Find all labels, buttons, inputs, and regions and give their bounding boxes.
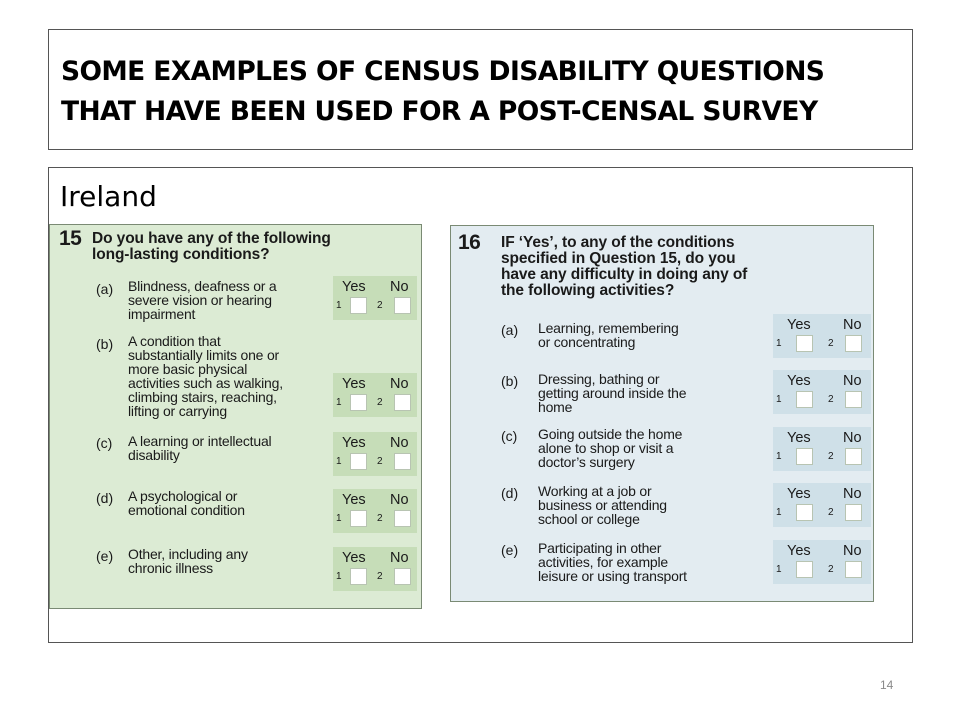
q16-item-e-letter: (e) [501,542,519,558]
q16-d-no-checkbox[interactable] [845,504,862,521]
no-label: No [390,550,409,566]
q15-item-c-answer: Yes No 1 2 [333,432,417,476]
no-label: No [390,492,409,508]
q15-item-e-letter: (e) [96,548,114,564]
question-16-form [450,225,874,602]
q15-a-yes-checkbox[interactable] [350,297,367,314]
q15-item-e-text: Other, including any chronic illness [128,546,248,576]
no-label: No [843,430,862,446]
q16-c-yes-checkbox[interactable] [796,448,813,465]
q16-item-e-text: Participating in other activities, for example leisure or using transport [538,540,687,584]
q16-a-yes-checkbox[interactable] [796,335,813,352]
q15-d-yes-checkbox[interactable] [350,510,367,527]
q16-item-a-answer: Yes No 1 2 [773,314,871,358]
q15-item-d-text: A psychological or emotional condition [128,488,245,518]
no-label: No [843,317,862,333]
q15-item-a-letter: (a) [96,281,114,297]
q15-b-no-checkbox[interactable] [394,394,411,411]
q16-item-c-answer: Yes No 1 2 [773,427,871,471]
yes-label: Yes [342,492,366,508]
yes-label: Yes [342,435,366,451]
q15-item-d-answer: Yes No 1 2 [333,489,417,533]
q16-c-no-checkbox[interactable] [845,448,862,465]
q16-item-d-answer: Yes No 1 2 [773,483,871,527]
q16-b-yes-checkbox[interactable] [796,391,813,408]
no-label: No [390,376,409,392]
question-15-number: 15 [59,227,82,250]
q15-d-no-checkbox[interactable] [394,510,411,527]
q15-item-c-text: A learning or intellectual disability [128,433,272,463]
no-label: No [843,543,862,559]
q15-b-yes-checkbox[interactable] [350,394,367,411]
q16-item-d-letter: (d) [501,485,519,501]
q15-e-yes-checkbox[interactable] [350,568,367,585]
question-15-form [49,224,422,609]
question-15-text: Do you have any of the following long-lasting conditions? [92,230,331,263]
q16-item-b-answer: Yes No 1 2 [773,370,871,414]
question-16-number: 16 [458,231,481,254]
q16-e-yes-checkbox[interactable] [796,561,813,578]
q16-item-c-letter: (c) [501,428,518,444]
q16-item-b-text: Dressing, bathing or getting around inside the home [538,371,687,415]
q15-c-no-checkbox[interactable] [394,453,411,470]
q16-d-yes-checkbox[interactable] [796,504,813,521]
yes-label: Yes [787,373,811,389]
yes-label: Yes [342,376,366,392]
q16-e-no-checkbox[interactable] [845,561,862,578]
slide-title-line-1: SOME EXAMPLES OF CENSUS DISABILITY QUESTIONS [61,56,825,87]
yes-label: Yes [342,279,366,295]
yes-label: Yes [342,550,366,566]
q15-item-e-answer: Yes No 1 2 [333,547,417,591]
q16-a-no-checkbox[interactable] [845,335,862,352]
title-box [48,29,913,150]
no-label: No [390,279,409,295]
q15-item-a-text: Blindness, deafness or a severe vision or hearing impairment [128,278,277,322]
q16-item-d-text: Working at a job or business or attending school or college [538,483,667,527]
yes-label: Yes [787,317,811,333]
q15-item-b-answer: Yes No 1 2 [333,373,417,417]
no-label: No [390,435,409,451]
q15-item-b-letter: (b) [96,336,114,352]
country-label: Ireland [60,180,157,213]
q15-item-b-text: A condition that substantially limits one or more basic physical activities such as walking, climbing stairs, reaching, lifting or carrying [128,333,283,419]
q16-b-no-checkbox[interactable] [845,391,862,408]
q15-item-a-answer: Yes No 1 2 [333,276,417,320]
q16-item-a-text: Learning, remembering or concentrating [538,320,679,350]
content-box [48,167,913,643]
no-label: No [843,486,862,502]
q16-item-e-answer: Yes No 1 2 [773,540,871,584]
q15-a-no-checkbox[interactable] [394,297,411,314]
q16-item-c-text: Going outside the home alone to shop or visit a doctor’s surgery [538,426,683,470]
yes-label: Yes [787,543,811,559]
q15-item-d-letter: (d) [96,490,114,506]
slide-title-line-2: THAT HAVE BEEN USED FOR A POST-CENSAL SURVEY [61,96,818,127]
question-16-text: IF ‘Yes’, to any of the conditions specified in Question 15, do you have any difficulty in doing any of the following activities? [501,234,748,299]
yes-label: Yes [787,430,811,446]
q15-e-no-checkbox[interactable] [394,568,411,585]
slide-number: 14 [880,678,894,692]
q16-item-b-letter: (b) [501,373,519,389]
no-label: No [843,373,862,389]
yes-label: Yes [787,486,811,502]
q15-item-c-letter: (c) [96,435,113,451]
q15-c-yes-checkbox[interactable] [350,453,367,470]
q16-item-a-letter: (a) [501,322,519,338]
